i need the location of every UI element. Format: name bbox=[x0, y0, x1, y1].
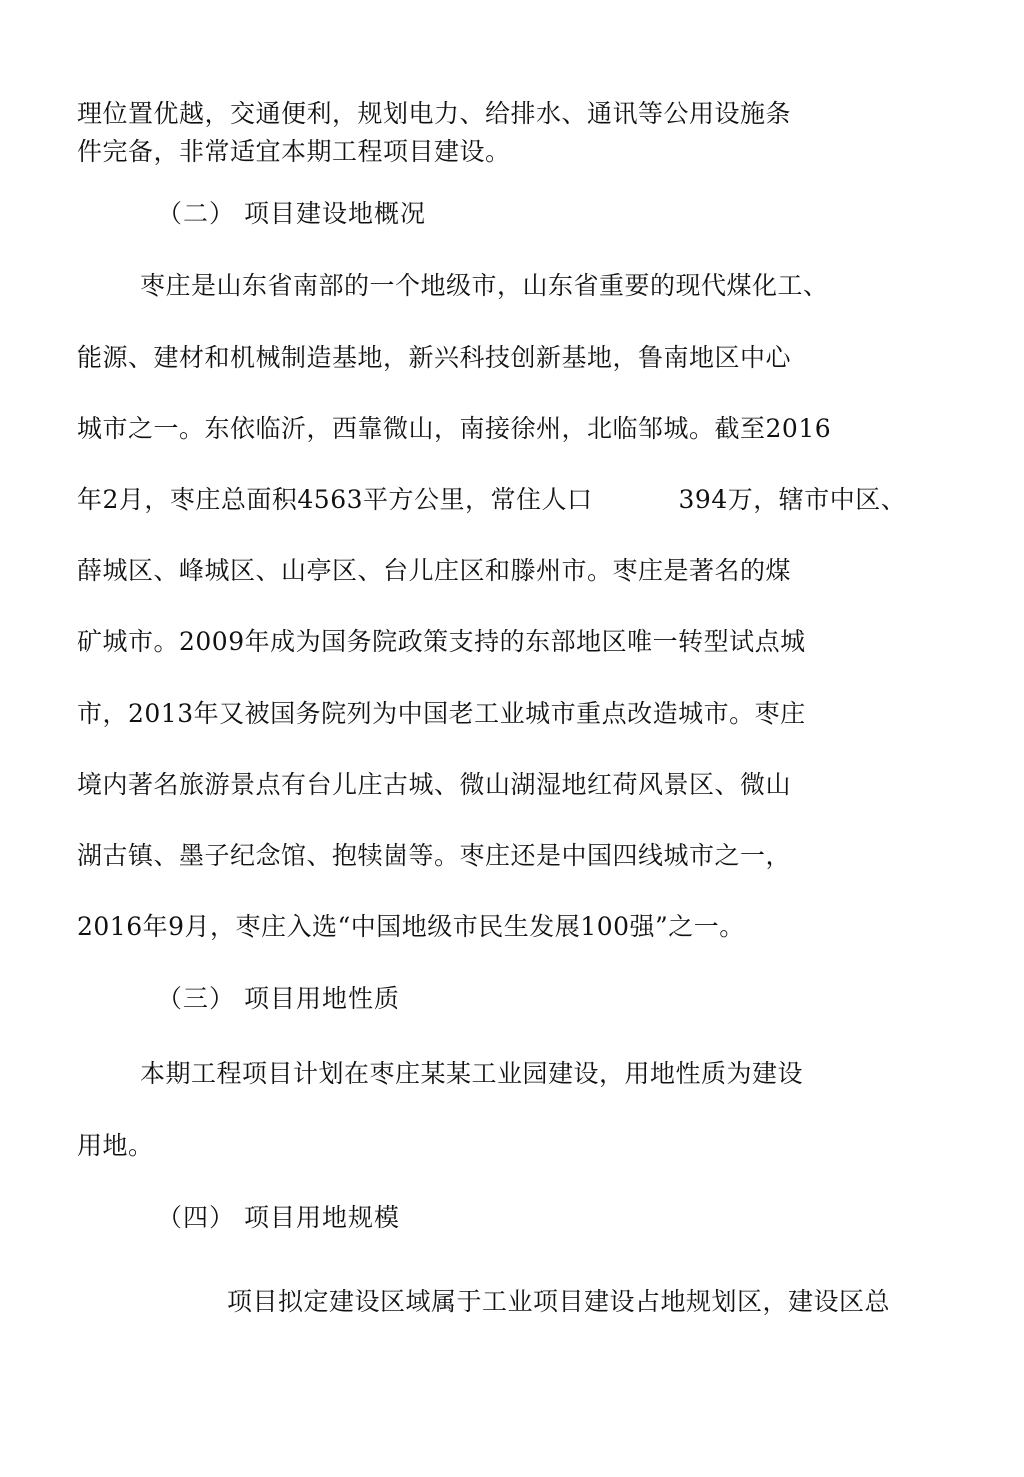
section-heading-4: （四） 项目用地规模 bbox=[157, 1203, 400, 1232]
paragraph-line: 用地。 bbox=[77, 1131, 154, 1160]
section-heading-2: （二） 项目建设地概况 bbox=[157, 199, 426, 228]
line-part: 394万，辖市中区、 bbox=[678, 485, 907, 514]
paragraph-line: 本期工程项目计划在枣庄某某工业园建设，用地性质为建设 bbox=[140, 1059, 804, 1088]
paragraph-line: 件完备，非常适宜本期工程项目建设。 bbox=[77, 137, 511, 166]
paragraph-line: 能源、建材和机械制造基地，新兴科技创新基地，鲁南地区中心 bbox=[77, 343, 792, 372]
paragraph-line: 境内著名旅游景点有台儿庄古城、微山湖湿地红荷风景区、微山 bbox=[77, 770, 792, 799]
paragraph-line: 湖古镇、墨子纪念馆、抱犊崮等。枣庄还是中国四线城市之一， bbox=[77, 841, 792, 870]
paragraph-line: 枣庄是山东省南部的一个地级市，山东省重要的现代煤化工、 bbox=[140, 271, 829, 300]
paragraph-line: 项目拟定建设区域属于工业项目建设占地规划区，建设区总 bbox=[227, 1287, 891, 1316]
section-heading-3: （三） 项目用地性质 bbox=[157, 984, 400, 1013]
paragraph-line: 矿城市。2009年成为国务院政策支持的东部地区唯一转型试点城 bbox=[77, 627, 806, 656]
paragraph-line bbox=[77, 484, 906, 516]
paragraph-line: 市，2013年又被国务院列为中国老工业城市重点改造城市。枣庄 bbox=[77, 699, 806, 728]
paragraph-line: 理位置优越，交通便利，规划电力、给排水、通讯等公用设施条 bbox=[77, 99, 792, 128]
paragraph-line: 2016年9月，枣庄入选“中国地级市民生发展100强”之一。 bbox=[77, 912, 745, 941]
line-part: 年2月，枣庄总面积4563平方公里，常住人口 bbox=[77, 485, 593, 514]
paragraph-line: 薛城区、峰城区、山亭区、台儿庄区和滕州市。枣庄是著名的煤 bbox=[77, 556, 792, 585]
paragraph-line: 城市之一。东依临沂，西靠微山，南接徐州，北临邹城。截至2016 bbox=[77, 414, 832, 443]
